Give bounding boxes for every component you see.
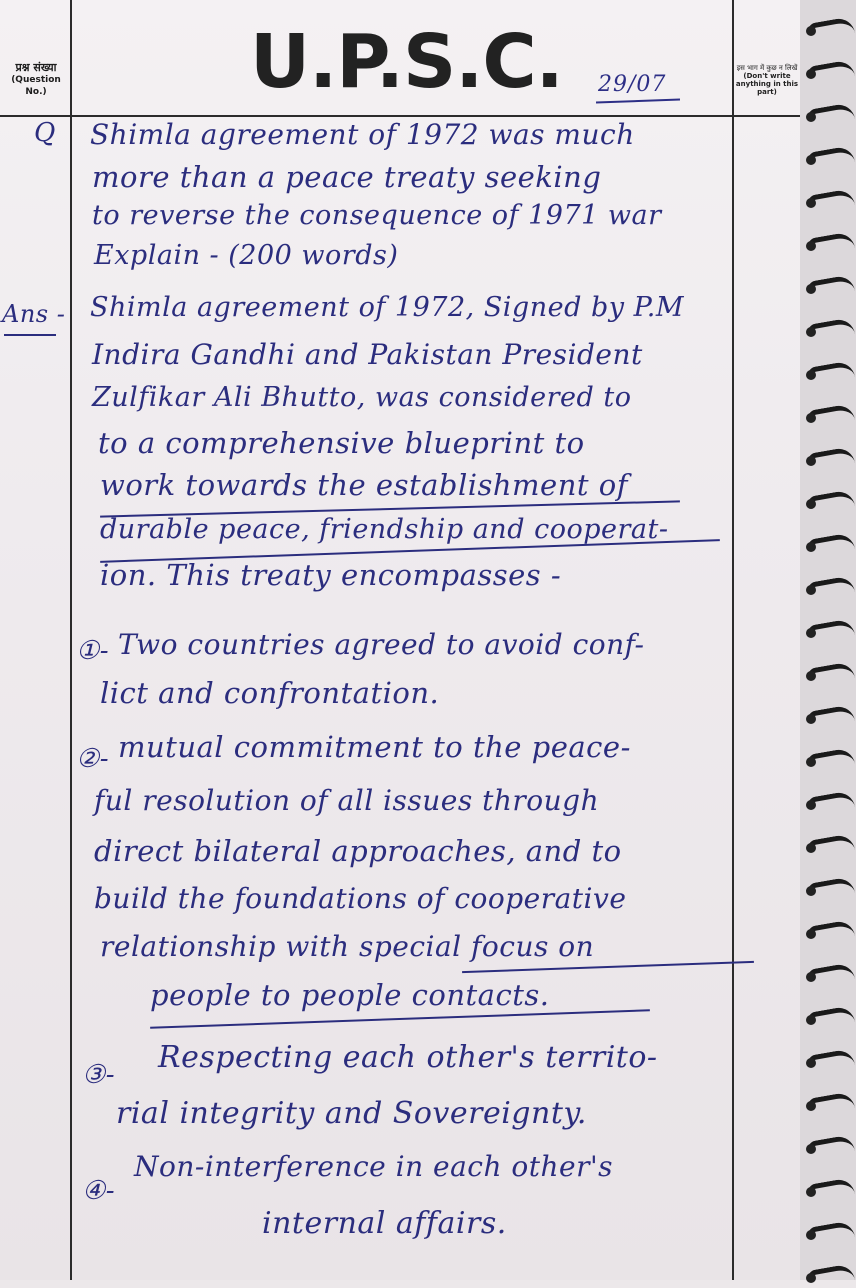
point-line: build the foundations of cooperative bbox=[94, 882, 627, 915]
binding-hole bbox=[806, 843, 816, 853]
answer-marker: Ans - bbox=[2, 300, 66, 328]
point-line: mutual commitment to the peace- bbox=[118, 730, 631, 764]
point-line: relationship with special focus on bbox=[100, 930, 595, 963]
question-line: Shimla agreement of 1972 was much bbox=[90, 118, 635, 151]
answer-line: work towards the establishment of bbox=[100, 468, 628, 502]
point-line: Two countries agreed to avoid conf- bbox=[118, 628, 645, 661]
binding-hole bbox=[806, 1230, 816, 1240]
point-line: lict and confrontation. bbox=[100, 676, 440, 710]
margin-instruction-hindi: इस भाग में कुछ न लिखें bbox=[736, 64, 798, 72]
question-line: Explain - (200 words) bbox=[94, 240, 399, 271]
question-number-label bbox=[4, 62, 68, 98]
binding-hole bbox=[806, 241, 816, 251]
binding-hole bbox=[806, 972, 816, 982]
binding-hole bbox=[806, 929, 816, 939]
point-marker: ④- bbox=[82, 1176, 116, 1206]
point-line: internal affairs. bbox=[262, 1206, 507, 1241]
written-date: 29/07 bbox=[598, 72, 667, 97]
binding-hole bbox=[806, 284, 816, 294]
page-brand: U.P.S.C. bbox=[250, 19, 563, 105]
binding-hole bbox=[806, 413, 816, 423]
binding-hole bbox=[806, 1144, 816, 1154]
point-line: Non-interference in each other's bbox=[134, 1150, 614, 1183]
answer-line: Zulfikar Ali Bhutto, was considered to bbox=[92, 382, 632, 413]
binding-hole bbox=[806, 1187, 816, 1197]
point-line: people to people contacts. bbox=[150, 978, 550, 1012]
question-number-hindi: प्रश्न संख्या bbox=[15, 61, 57, 74]
question-number-english: (Question No.) bbox=[11, 75, 61, 97]
point-marker: ③- bbox=[82, 1060, 116, 1090]
binding-hole bbox=[806, 26, 816, 36]
left-margin-line bbox=[70, 0, 72, 1280]
binding-hole bbox=[806, 1101, 816, 1111]
answer-line: Shimla agreement of 1972, Signed by P.M bbox=[90, 292, 684, 323]
answer-line: Indira Gandhi and Pakistan President bbox=[92, 338, 643, 371]
point-marker: ②- bbox=[76, 744, 110, 774]
question-line: more than a peace treaty seeking bbox=[92, 160, 602, 194]
answer-line: to a comprehensive blueprint to bbox=[98, 426, 585, 460]
binding-hole bbox=[806, 327, 816, 337]
binding-hole bbox=[806, 69, 816, 79]
point-line: direct bilateral approaches, and to bbox=[94, 834, 622, 868]
binding-hole bbox=[806, 757, 816, 767]
binding-hole bbox=[806, 671, 816, 681]
answer-marker-underline bbox=[4, 334, 56, 336]
point-line: ful resolution of all issues through bbox=[94, 784, 600, 817]
binding-hole bbox=[806, 714, 816, 724]
right-margin-line bbox=[732, 0, 734, 1280]
binding-hole bbox=[806, 1058, 816, 1068]
answer-line: durable peace, friendship and cooperat- bbox=[100, 514, 669, 545]
binding-hole bbox=[806, 499, 816, 509]
binding-hole bbox=[806, 198, 816, 208]
binding-hole bbox=[806, 886, 816, 896]
point-marker: ①- bbox=[76, 636, 110, 666]
binding-hole bbox=[806, 1015, 816, 1025]
binding-hole bbox=[806, 542, 816, 552]
binding-hole bbox=[806, 456, 816, 466]
highlight-underline bbox=[150, 1009, 650, 1028]
question-marker: Q bbox=[34, 118, 56, 148]
question-line: to reverse the consequence of 1971 war bbox=[92, 200, 662, 231]
binding-hole bbox=[806, 370, 816, 380]
header-rule bbox=[0, 115, 800, 117]
answer-line: ion. This treaty encompasses - bbox=[100, 558, 562, 592]
margin-instruction-english: (Don't write anything in this part) bbox=[735, 72, 799, 96]
binding-hole bbox=[806, 800, 816, 810]
binding-hole bbox=[806, 112, 816, 122]
binding-hole bbox=[806, 1273, 816, 1283]
margin-instruction bbox=[734, 64, 800, 96]
binding-hole bbox=[806, 628, 816, 638]
date-underline bbox=[596, 99, 680, 104]
point-line: rial integrity and Sovereignty. bbox=[116, 1096, 587, 1131]
point-line: Respecting each other's territo- bbox=[158, 1040, 658, 1075]
binding-hole bbox=[806, 585, 816, 595]
binding-hole bbox=[806, 155, 816, 165]
